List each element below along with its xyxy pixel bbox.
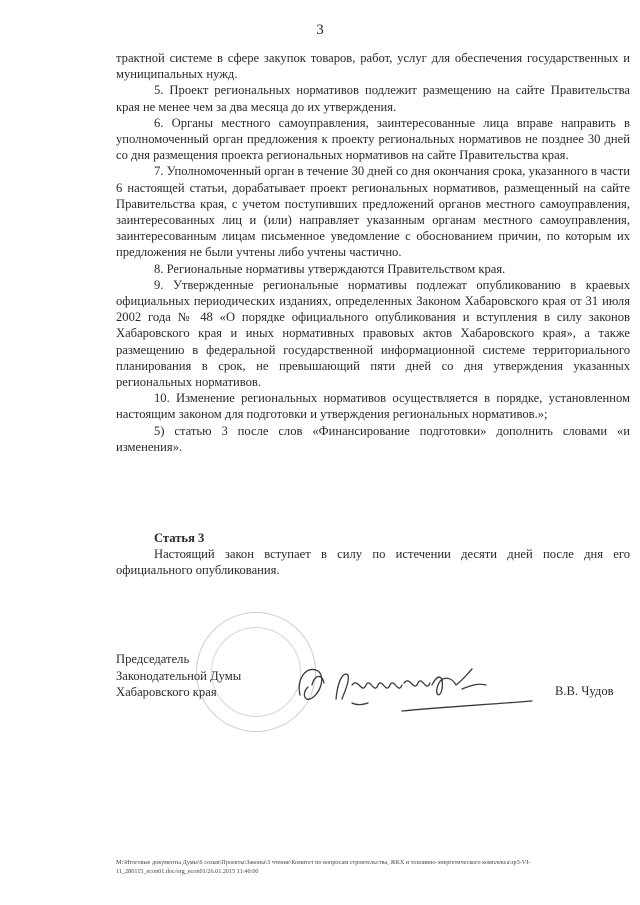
- signer-title: [116, 651, 241, 701]
- article-3-text: Настоящий закон вступает в силу по истечении десяти дней после дня его официального опубликования.: [116, 547, 630, 578]
- paragraph-amendment-5: 5) статью 3 после слов «Финансирование подготовки» дополнить словами «и изменения».: [116, 423, 630, 454]
- paragraph-item-8: 8. Региональные нормативы утверждаются Правительством края.: [154, 261, 506, 276]
- article-3-block: [116, 530, 630, 579]
- paragraph-item-9: 9. Утвержденные региональные нормативы подлежат опубликованию в краевых официальных периодических изданиях, определенных Законом Хабаровского края от 31 июля 2002 года № 48 «О порядке официального опубликования и вступления в силу законов Хабаровского края и иных нормативных правовых актов Хабаровского края», а также размещению в федеральной государственной информационной системе территориального планирования в срок, не превышающий пяти дней со дня утверждения указанных региональных нормативов.: [116, 277, 630, 390]
- page-number: 3: [316, 22, 324, 38]
- document-file-path: M:\Итоговые документы Думы\6 созыв\Проекты\Законы\3 чтение\Комитет по вопросам строительства, ЖКХ и топливно-энергетического комплекса\зр3-VI-11_280115_econ01.doc/org_econ01/26.01.2015 11:40:00: [116, 859, 531, 875]
- paragraph-item-10: 10. Изменение региональных нормативов осуществляется в порядке, установленном настоящим законом для подготовки и утверждения региональных нормативов.»;: [116, 391, 630, 422]
- signer-name: В.В. Чудов: [555, 684, 614, 698]
- handwritten-signature: [292, 655, 538, 721]
- signer-title-line: Законодательной Думы: [116, 668, 242, 683]
- law-body-text: [116, 50, 630, 455]
- paragraph-item-5: 5. Проект региональных нормативов подлежит размещению на сайте Правительства края не менее чем за два месяца до их утверждения.: [116, 83, 630, 114]
- paragraph-item-7: 7. Уполномоченный орган в течение 30 дней со дня окончания срока, указанного в части 6 настоящей статьи, дорабатывает проект региональных нормативов, размещенный на сайте Правительства края, с учетом поступивших предложений органов местного самоуправления, заинтересованных лиц и (или) направляет указанным органам местного самоуправления, заинтересованным лицам письменное уведомление с обоснованием причин, по которым их предложения не были учтены либо учтены частично.: [116, 164, 630, 260]
- paragraph-item-6: 6. Органы местного самоуправления, заинтересованные лица вправе направить в уполномоченный орган предложения к проекту региональных нормативов не позднее 30 дней со дня размещения проекта региональных нормативов на сайте Правительства края.: [116, 115, 630, 163]
- signer-title-line: Председатель: [116, 652, 190, 666]
- paragraph-continuation: трактной системе в сфере закупок товаров, работ, услуг для обеспечения государственных и муниципальных нужд.: [116, 51, 630, 82]
- signer-title-line: Хабаровского края: [116, 685, 217, 699]
- article-3-title: Статья 3: [154, 531, 205, 545]
